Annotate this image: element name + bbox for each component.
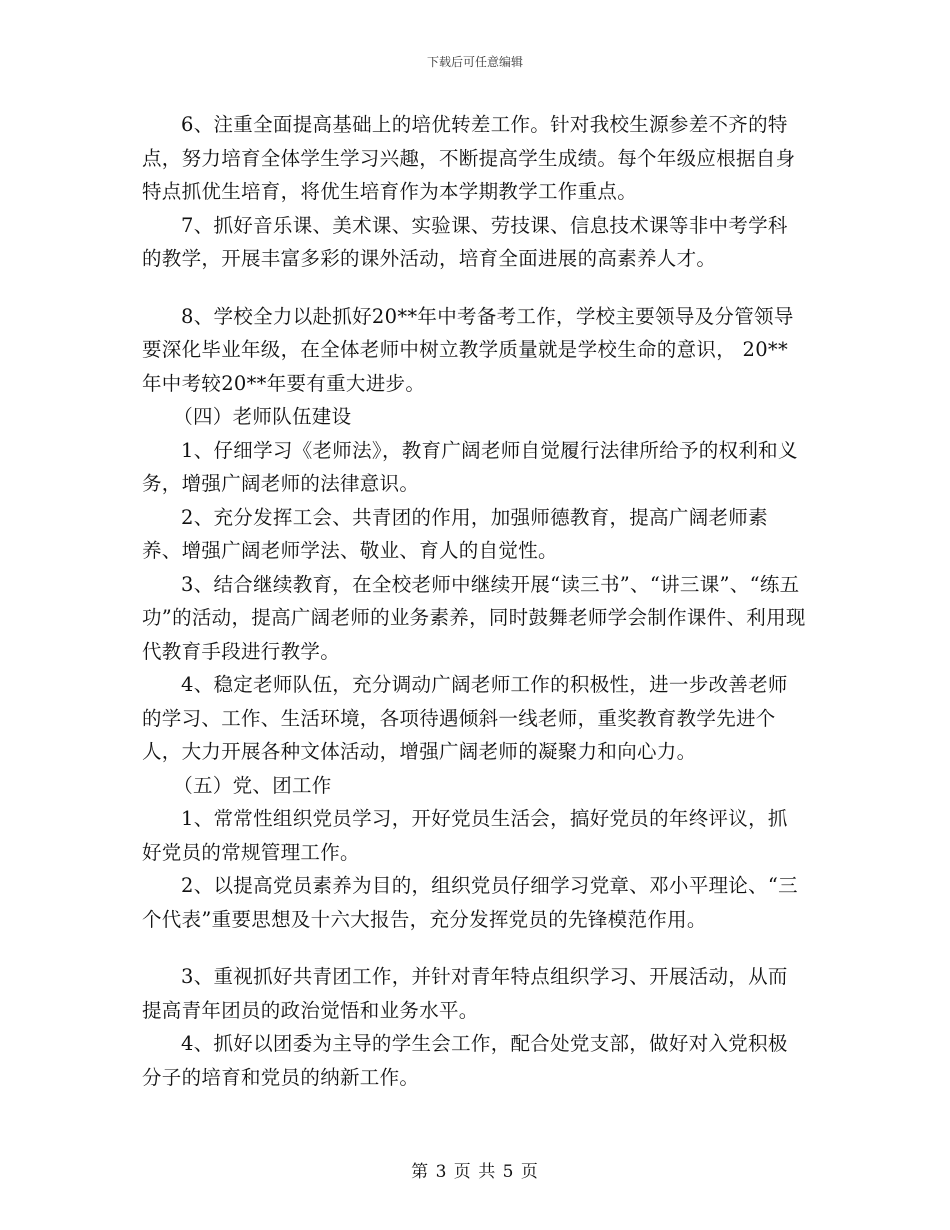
paragraph-gap <box>142 276 807 300</box>
teacher-item-3: 3、结合继续教育，在全校老师中继续开展“读三书”、“讲三课”、“练五功”的活动，提高广阔老师的业务素养，同时鼓舞老师学会制作课件、利用现代教育手段进行教学。 <box>142 572 806 663</box>
party-item-2: 2、以提高党员素养为目的，组织党员仔细学习党章、邓小平理论、“三个代表”重要思想及十六大报告，充分发挥党员的先锋模范作用。 <box>142 874 798 931</box>
section-heading-party-league: （五）党、团工作 <box>173 773 332 797</box>
document-body <box>142 108 807 1094</box>
teacher-item-1: 1、仔细学习《老师法》，教育广阔老师自觉履行法律所给予的权利和义务，增强广阔老师的法律意识。 <box>142 438 798 495</box>
paragraph-7: 7、抓好音乐课、美术课、实验课、劳技课、信息技术课等非中考学科的教学，开展丰富多彩的课外活动，培育全面进展的高素养人才。 <box>142 213 788 270</box>
paragraph-8: 8、学校全力以赴抓好20**年中考备考工作，学校主要领导及分管领导要深化毕业年级，在全体老师中树立教学质量就是学校生命的意识， 20**年中考较20**年要有重大进步。 <box>142 304 794 395</box>
party-item-3: 3、重视抓好共青团工作，并针对青年特点组织学习、开展活动，从而提高青年团员的政治觉悟和业务水平。 <box>142 965 788 1022</box>
page-header: 下载后可任意编辑 <box>426 55 523 69</box>
page-footer: 第 3 页 共 5 页 <box>411 1162 539 1182</box>
paragraph-6: 6、注重全面提高基础上的培优转差工作。针对我校生源参差不齐的特点，努力培育全体学生学习兴趣，不断提高学生成绩。每个年级应根据自身特点抓优生培育，将优生培育作为本学期教学工作重点。 <box>142 113 796 203</box>
section-heading-teacher-team: （四）老师队伍建设 <box>173 405 352 428</box>
teacher-item-2: 2、充分发挥工会、共青团的作用，加强师德教育，提高广阔老师素养、增强广阔老师学法、敬业、育人的自觉性。 <box>142 505 768 562</box>
teacher-item-4: 4、稳定老师队伍，充分调动广阔老师工作的积极性，进一步改善老师的学习、工作、生活环境，各项待遇倾斜一线老师，重奖教育教学先进个人，大力开展各种文体活动，增强广阔老师的凝聚力和向心力。 <box>142 673 788 763</box>
party-item-4: 4、抓好以团委为主导的学生会工作，配合处党支部，做好对入党积极分子的培育和党员的纳新工作。 <box>142 1032 788 1089</box>
paragraph-gap <box>142 936 807 960</box>
party-item-1: 1、常常性组织党员学习，开好党员生活会，搞好党员的年终评议，抓好党员的常规管理工作。 <box>142 807 788 864</box>
